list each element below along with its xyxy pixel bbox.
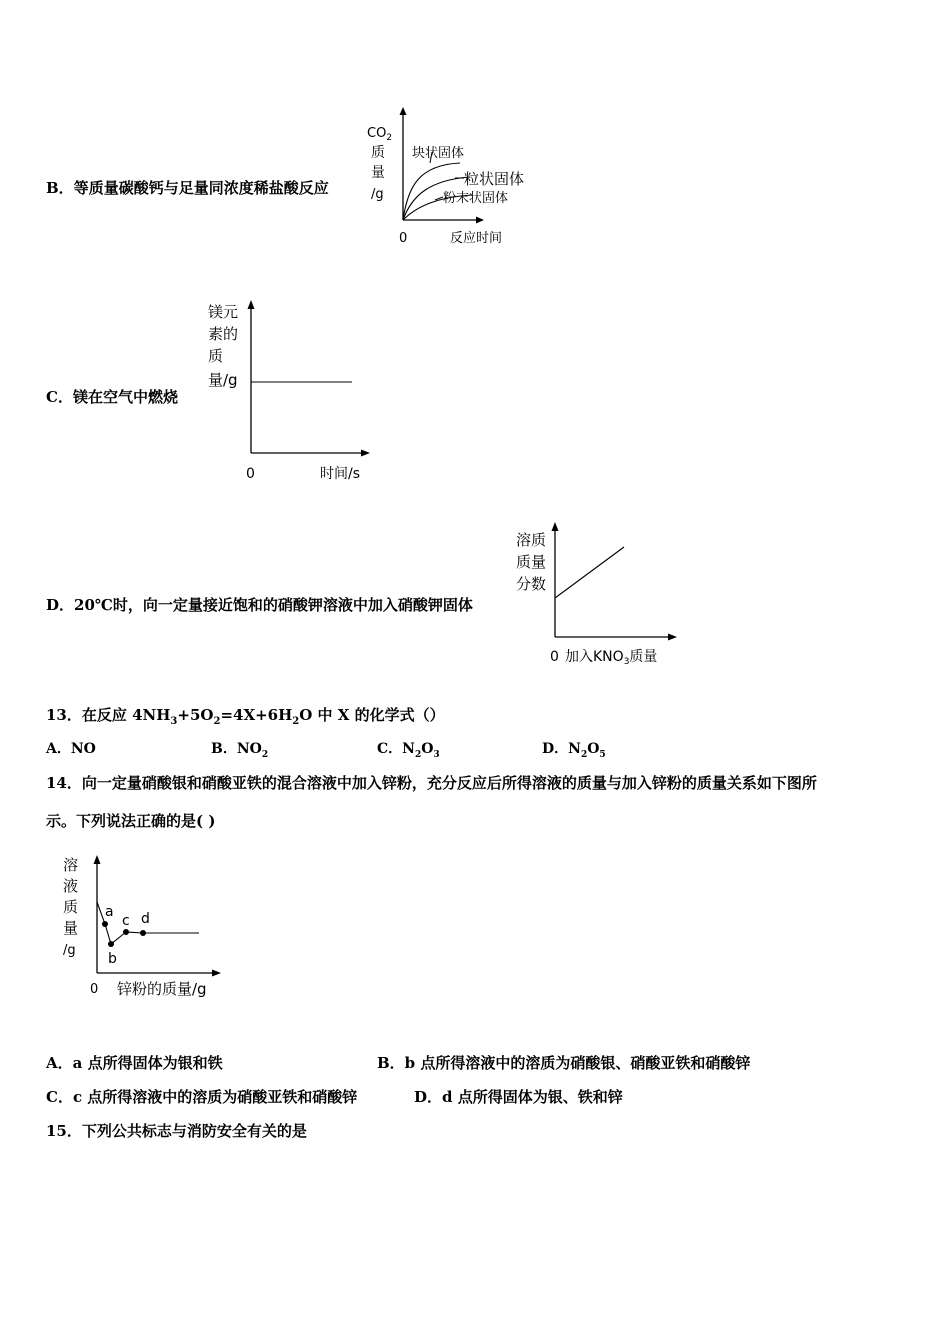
option-b	[46, 177, 329, 198]
q13-option-b: B．$NO_2$	[211, 741, 269, 760]
graph-q14-xlabel: 锌粉的质量/g	[117, 980, 207, 998]
graph-c-ylabel-2: 素的	[208, 325, 239, 343]
graph-q14-ylabel-3: 质	[63, 898, 79, 916]
label-c: c	[122, 913, 130, 929]
q14-stem-line2: 示。下列说法正确的是( )	[46, 812, 216, 830]
graph-d-ylabel-1: 溶质	[516, 531, 547, 549]
graph-q14-ylabel-4: 量	[63, 919, 79, 937]
point-b	[108, 941, 114, 947]
graph-d-xlabel: 加入$KNO_3$质量	[565, 649, 658, 667]
graph-b	[360, 105, 560, 250]
graph-d-origin: 0	[550, 649, 559, 665]
graph-c-ylabel-4: 量/g	[208, 371, 238, 389]
graph-c	[200, 295, 400, 495]
graph-q14-ylabel-2: 液	[63, 877, 79, 895]
point-d	[140, 930, 146, 936]
option-d	[46, 594, 473, 615]
option-c	[46, 386, 178, 407]
graph-b-ylabel-4: /g	[371, 187, 384, 202]
graph-b-origin: 0	[399, 231, 408, 246]
graph-b-ylabel-co2: $CO_2$	[367, 126, 393, 143]
option-c-text: 镁在空气中燃烧	[72, 388, 178, 406]
graph-q14-ylabel-1: 溶	[63, 856, 79, 874]
q13-option-a: A．NO	[46, 741, 96, 757]
option-b-text: 等质量碳酸钙与足量同浓度稀盐酸反应	[73, 179, 329, 197]
q14-option-a: A．a 点所得固体为银和铁	[46, 1054, 223, 1072]
graph-c-ylabel-1: 镁元	[208, 303, 239, 321]
q14-option-c: C．c 点所得溶液中的溶质为硝酸亚铁和硝酸锌	[46, 1088, 358, 1106]
graph-q14-ylabel-5: /g	[63, 943, 76, 958]
label-d: d	[141, 911, 150, 927]
graph-d	[512, 515, 712, 675]
q14-option-d: D．d 点所得固体为银、铁和锌	[414, 1088, 623, 1106]
point-c	[123, 929, 129, 935]
q13-stem: 13．在反应 $4NH_3+5O_2=4X+6H_2O$ 中 X 的化学式（）	[46, 706, 445, 727]
graph-d-ylabel-2: 质量	[516, 553, 547, 571]
graph-b-ylabel-3: 量	[371, 165, 385, 181]
option-c-letter: C．	[46, 388, 73, 406]
label-a: a	[105, 904, 114, 920]
graph-c-xlabel: 时间/s	[320, 466, 361, 482]
q14-stem-line1: 14．向一定量硝酸银和硝酸亚铁的混合溶液中加入锌粉，充分反应后所得溶液的质量与加入锌粉的质量关系如下图所	[46, 774, 817, 792]
label-b: b	[108, 951, 117, 967]
graph-q14-origin: 0	[90, 982, 99, 997]
q15-stem: 15．下列公共标志与消防安全有关的是	[46, 1122, 307, 1140]
graph-d-ylabel-3: 分数	[516, 575, 547, 593]
option-b-letter: B．	[46, 179, 74, 197]
q14-option-b: B．b 点所得溶液中的溶质为硝酸银、硝酸亚铁和硝酸锌	[377, 1054, 751, 1072]
graph-b-curve2-label: 粒状固体	[464, 170, 525, 188]
graph-q14	[55, 850, 255, 1010]
graph-b-curve3-label: 粉末状固体	[443, 191, 509, 206]
point-a	[102, 921, 108, 927]
graph-c-ylabel-3: 质	[208, 347, 224, 365]
q13-option-d: D．$N_2O_5$	[542, 741, 606, 760]
graph-b-xlabel: 反应时间	[450, 231, 503, 246]
q13-option-c: C．$N_2O_3$	[377, 741, 440, 760]
graph-b-curve1-label: 块状固体	[412, 146, 465, 161]
graph-b-ylabel-2: 质	[371, 145, 385, 161]
option-d-text: 20℃时，向一定量接近饱和的硝酸钾溶液中加入硝酸钾固体	[74, 596, 473, 614]
option-d-letter: D．	[46, 596, 75, 614]
graph-c-origin: 0	[246, 466, 255, 482]
graph-d-line	[555, 547, 624, 598]
